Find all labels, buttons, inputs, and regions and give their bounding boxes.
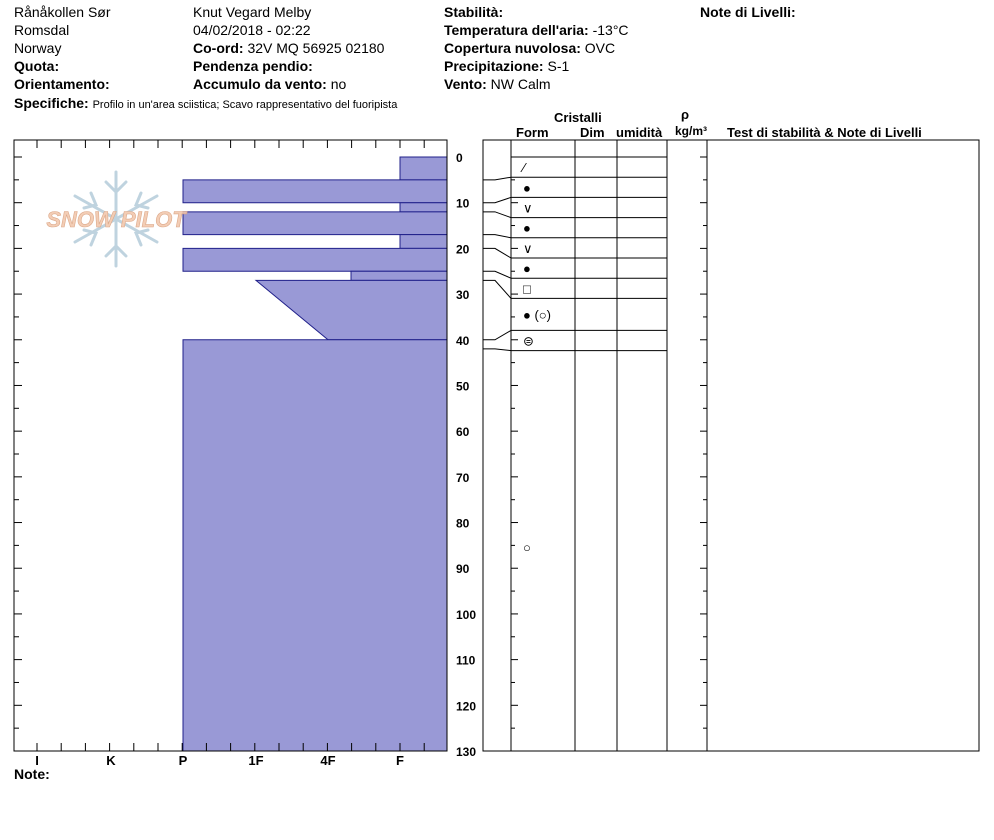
depth-connector-line bbox=[483, 212, 511, 218]
depth-connector-line bbox=[483, 280, 511, 298]
hardness-layer bbox=[400, 235, 447, 249]
crystals-header: Cristalli bbox=[554, 110, 602, 125]
depth-tick-label: 30 bbox=[456, 288, 470, 303]
depth-tick-label: 110 bbox=[456, 653, 476, 668]
crystal-form-symbol: ● bbox=[523, 220, 531, 236]
crystal-form-symbol: ⊜ bbox=[523, 333, 534, 349]
hardness-layer bbox=[183, 212, 447, 235]
orientation-label: Orientamento: bbox=[14, 76, 110, 92]
depth-tick-label: 10 bbox=[456, 196, 470, 211]
air-temp-value: -13°C bbox=[592, 22, 629, 38]
hardness-layer bbox=[183, 180, 447, 203]
tests-header: Test di stabilità & Note di Livelli bbox=[727, 125, 922, 140]
depth-tick-label: 100 bbox=[456, 607, 477, 622]
observer-name: Knut Vegard Melby bbox=[193, 4, 312, 20]
depth-tick-label: 130 bbox=[456, 745, 477, 759]
layer-notes-label: Note di Livelli: bbox=[700, 4, 796, 20]
crystal-form-symbol: ● bbox=[523, 180, 531, 196]
crystal-form-symbol: ○ bbox=[523, 540, 531, 556]
coord-value: 32V MQ 56925 02180 bbox=[247, 40, 385, 56]
country-name: Norway bbox=[14, 40, 62, 56]
region-name: Romsdal bbox=[14, 22, 70, 38]
quota-label: Quota: bbox=[14, 58, 60, 74]
wind-loading-label: Accumulo da vento: bbox=[193, 76, 327, 92]
form-header: Form bbox=[516, 125, 549, 140]
depth-tick-label: 20 bbox=[456, 242, 470, 257]
cloud-value: OVC bbox=[584, 40, 616, 56]
wind-loading-value: no bbox=[330, 76, 347, 92]
crystal-form-symbol: ∨ bbox=[523, 240, 533, 256]
crystal-form-symbol: ∨ bbox=[523, 200, 533, 216]
hardness-layer bbox=[256, 280, 447, 339]
depth-tick-label: 120 bbox=[456, 699, 477, 714]
depth-connector-line bbox=[483, 197, 511, 202]
air-temp-label: Temperatura dell'aria: bbox=[444, 22, 589, 38]
notes-label: Note: bbox=[14, 766, 50, 782]
wind-value: NW Calm bbox=[490, 76, 551, 92]
crystal-form-symbol: ● (○) bbox=[523, 307, 551, 323]
depth-tick-label: 60 bbox=[456, 425, 470, 440]
wind-label: Vento: bbox=[444, 76, 487, 92]
location-name: Rånåkollen Sør bbox=[14, 4, 111, 20]
hardness-tick-label: 4F bbox=[320, 753, 336, 768]
crystal-form-symbol: ⁄ bbox=[523, 160, 526, 176]
hardness-tick-label: F bbox=[396, 753, 404, 768]
precip-label: Precipitazione: bbox=[444, 58, 544, 74]
hardness-layer bbox=[183, 248, 447, 271]
table-frame bbox=[483, 140, 979, 751]
specifics-value: Profilo in un'area sciistica; Scavo rappresentativo del fuoripista bbox=[92, 99, 398, 111]
hardness-layers bbox=[183, 157, 447, 751]
watermark-text: SNOW PILOT bbox=[46, 207, 186, 232]
depth-tick-label: 0 bbox=[456, 151, 463, 165]
hardness-layer bbox=[183, 340, 447, 751]
cloud-label: Copertura nuvolosa: bbox=[444, 40, 581, 56]
stability-label: Stabilità: bbox=[444, 4, 504, 20]
hardness-layer bbox=[351, 271, 447, 280]
depth-tick-label: 80 bbox=[456, 516, 470, 531]
crystal-form-symbol: ● bbox=[523, 261, 531, 277]
depth-connector-line bbox=[483, 177, 511, 180]
depth-connector-line bbox=[483, 271, 511, 278]
slope-label: Pendenza pendio: bbox=[193, 58, 313, 74]
crystal-form-symbol: □ bbox=[523, 281, 531, 297]
rho-header: ρ bbox=[681, 107, 690, 122]
hardness-layer bbox=[400, 203, 447, 212]
hardness-tick-label: 1F bbox=[248, 753, 264, 768]
depth-tick-label: 50 bbox=[456, 379, 470, 394]
hardness-tick-label: I bbox=[35, 753, 39, 768]
snow-pilot-watermark bbox=[46, 172, 187, 266]
depth-connector-line bbox=[483, 235, 511, 238]
depth-tick-label: 40 bbox=[456, 333, 470, 348]
hardness-layer bbox=[400, 157, 447, 180]
depth-connector-line bbox=[483, 330, 511, 339]
humidity-header: umidità bbox=[616, 125, 663, 140]
precip-value: S-1 bbox=[547, 58, 570, 74]
density-unit-header: kg/m³ bbox=[675, 124, 708, 138]
specifics-label: Specifiche: bbox=[14, 95, 89, 111]
depth-tick-label: 90 bbox=[456, 562, 470, 577]
crystal-table bbox=[483, 140, 979, 751]
hardness-tick-label: K bbox=[106, 753, 116, 768]
depth-connector-line bbox=[483, 248, 511, 258]
observation-datetime: 04/02/2018 - 02:22 bbox=[193, 22, 311, 38]
hardness-tick-label: P bbox=[178, 753, 188, 768]
dim-header: Dim bbox=[580, 125, 605, 140]
depth-connector-line bbox=[483, 349, 511, 351]
depth-scale bbox=[456, 151, 476, 759]
depth-tick-label: 70 bbox=[456, 470, 470, 485]
coord-label: Co-ord: bbox=[193, 40, 244, 56]
